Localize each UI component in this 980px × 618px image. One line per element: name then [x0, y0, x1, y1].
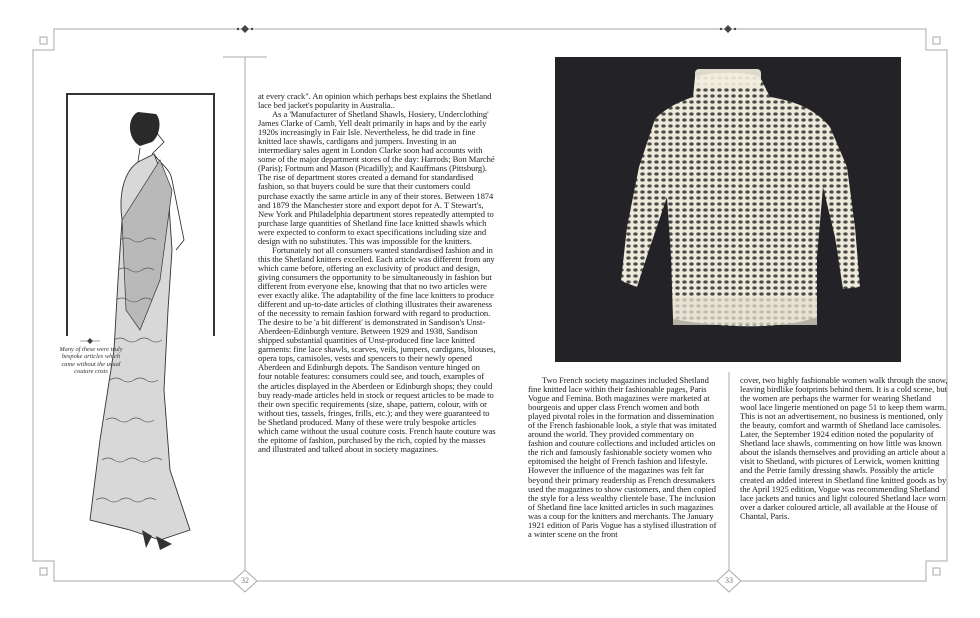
corner-ornament [933, 568, 940, 575]
page-number-right: 33 [725, 576, 733, 585]
paragraph: Fortunately not all consumers wanted standardised fashion and in this the Shetland knitters excelled. Each article was different from any which came before, offering an exclusivity of product and design, giving consumers the opportunity to be simultaneously in fashion but different from everyone else, knowing that that no two articles were ever exactly alike. The adaptability of the fine lace knitters to produce different and up-to-date articles of clothing illustrates their awareness of the necessity to remain fashion forward with regard to production. The desire to be 'a bit different' is demonstrated in Sandison's Unst-Aberdeen-Edinburgh venture. Between 1929 and 1938, Sandison shipped substantial quantities of Unst-produced fine lace knitted garments: fine lace shawls, scarves, veils, jumpers, cardigans, blouses, opera tops, camisoles, vests and spencers to their newly opened Aberdeen and Edinburgh depots. The Sandison venture hinged on four notable features: consumers could see, and touch, examples of the articles displayed in the Aberdeen or Edinburgh shops; they could buy ready-made articles held in stock or request articles to be made to their own specific requirements (size, shape, pattern, colour, with or without ties, tassels, fringes, frills, etc.); and they were guaranteed to be Shetland produced. Many of these were truly bespoke articles which came without the usual couture costs. French haute couture was the epitome of fashion, purchased by the rich, copied by the masses and illustrated and talked about in society magazines. [258, 244, 496, 454]
paragraph: As a 'Manufacturer of Shetland Shawls, Hosiery, Underclothing' James Clarke of Camb, Yell dealt primarily in haps and by the early 1920s increasingly in Fair Isle. Nevertheless, he did trade in fine knitted lace shawls, cardigans and jumpers. Investing in an intermediary sales agent in London Clarke soon had accounts with some of the major department stores of the day: Harrods; Bon Marché (Paris); Fortnum and Mason (Picadilly); and Kauffmans (Pittsburg). The rise of department stores created a demand for standardised fashion, so that buyers could be sure that their customers could purchase exactly the same article in any of their stores. Between 1874 and 1879 the Manchester store and export depot for A. T Stewart's, New York and Philadelphia department stores repeatedly attempted to purchase large quantities of Shetland fine lace knitted shawls which were expected to conform to exact specifications including size and design with no substitutes. This was impossible for the knitters. [258, 109, 495, 246]
corner-ornament [40, 568, 47, 575]
fashion-illustration [60, 90, 230, 550]
text-column-right-2 [740, 376, 948, 521]
paragraph: at every crack". An opinion which perhaps best explains the Shetland lace bed jacket's popularity in Australia.. [258, 91, 492, 111]
text-column-right-1 [528, 376, 718, 539]
illustration-caption: Many of these were truly bespoke articles which came without the usual couture costs [59, 346, 123, 375]
corner-ornament [40, 37, 47, 44]
text-column-left [258, 92, 496, 454]
corner-ornament [933, 37, 940, 44]
lace-jumper-photo [555, 57, 901, 362]
paragraph: cover, two highly fashionable women walk through the snow, leaving birdlike footprints behind them. It is a cold scene, but the women are perhaps the warmer for wearing Shetland wool lace lingerie mentioned on page 51 to keep them warm. This is not an advertisement, no business is mentioned, only the beauty, comfort and warmth of Shetland lace camisoles. Later, the September 1924 edition noted the popularity of Shetland lace shawls, commenting on how little was known about the islands themselves and providing an article about a visit to Shetland, with pictures of Lerwick, women knitting and the Petrie family dressing shawls. Possibly the article created an added interest in Shetland fine knitted goods as by the April 1925 edition, Vogue was recommending Shetland lace jackets and tunics and light coloured Shetland lace worn over a darker coloured article, all available at the House of Chantal, Paris. [740, 375, 948, 521]
page-number-left: 32 [241, 576, 249, 585]
paragraph: Two French society magazines included Shetland fine knitted lace within their fashionable pages, Paris Vogue and Femina. Both magazines were marketed at bourgeois and upper class French women and both played pivotal roles in the formation and dissemination of the French fashionable look, a style that was imitated around the world. They provided commentary on fashion and couture collections and included articles on the rich and famously fashionable society women who epitomised the height of French fashion and lifestyle. However the influence of the magazines was felt far beyond their primary readership as French dressmakers used the magazines to show customers, and then copied the style for a less wealthy clientele base. The inclusion of Shetland fine lace knitted articles in such magazines was a coup for the knitters and merchants. The January 1921 edition of Paris Vogue has a stylised illustration of a winter scene on the front [528, 375, 717, 539]
